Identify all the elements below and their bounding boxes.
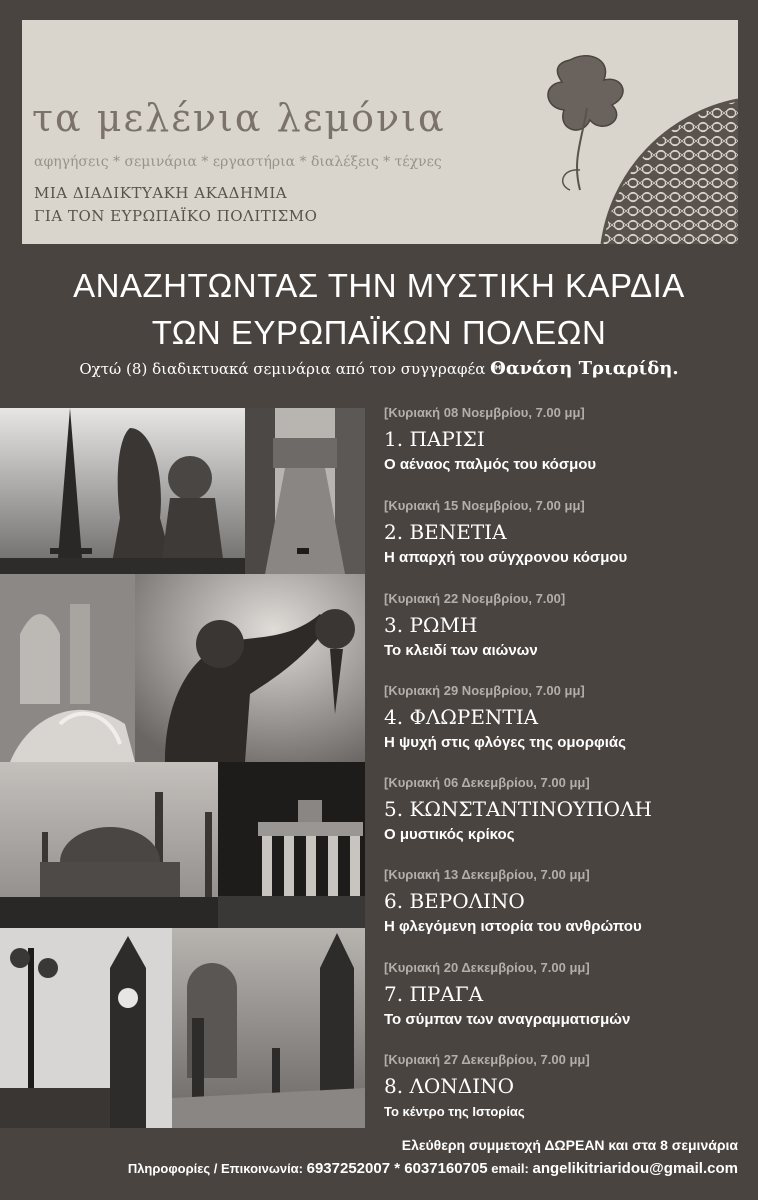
- academy-line-1: ΜΙΑ ΔΙΑΔΙΚΤΥΑΚΗ ΑΚΑΔΗΜΙΑ: [34, 184, 288, 202]
- seminar-city: 4. ΦΛΩΡΕΝΤΙΑ: [384, 705, 539, 729]
- seminar-city: 5. ΚΩΝΣΤΑΝΤΙΝΟΥΠΟΛΗ: [384, 797, 652, 821]
- academy-line-2: ΓΙΑ ΤΟΝ ΕΥΡΩΠΑΪΚΟ ΠΟΛΙΤΙΣΜΟ: [34, 207, 318, 225]
- email-label: email:: [491, 1161, 529, 1176]
- phone-numbers: 6937252007 * 6037160705: [306, 1160, 488, 1177]
- photo-venice-bridge: [245, 408, 365, 574]
- seminar-city: 1. ΠΑΡΙΣΙ: [384, 427, 485, 451]
- seminar-city: 6. ΒΕΡΟΛΙΝΟ: [384, 889, 525, 913]
- lemon-ornament-logo: [542, 50, 738, 244]
- seminar-topic: Το κέντρο της Ιστορίας: [384, 1104, 525, 1119]
- subtitle: [0, 358, 758, 379]
- seminar-item: [384, 960, 754, 1030]
- brand-tagline: αφηγήσεις * σεμινάρια * εργαστήρια * διαλέξεις * τέχνες: [34, 154, 442, 170]
- seminar-item: [384, 1052, 754, 1122]
- academy-description: [34, 182, 317, 228]
- main-title: [0, 262, 758, 356]
- seminar-topic: Η ψυχή στις φλόγες της ομορφιάς: [384, 734, 626, 751]
- seminar-topic: Ο μυστικός κρίκος: [384, 826, 515, 843]
- main-title-line-1: ΑΝΑΖΗΤΩΝΤΑΣ ΤΗΝ ΜΥΣΤΙΚΗ ΚΑΡΔΙΑ: [73, 267, 685, 304]
- seminar-city: 7. ΠΡΑΓΑ: [384, 982, 484, 1006]
- photo-paris-eiffel: [0, 408, 245, 574]
- seminar-date: [Κυριακή 15 Νοεμβρίου, 7.00 μμ]: [384, 498, 585, 513]
- seminar-topic: Η απαρχή του σύγχρονου κόσμου: [384, 549, 628, 566]
- seminar-item: [384, 498, 754, 568]
- header-banner: [22, 20, 738, 244]
- brand-title: τα μελένια λεμόνια: [32, 96, 446, 140]
- seminar-topic: Η φλεγόμενη ιστορία του ανθρώπου: [384, 918, 642, 935]
- contact-info: [128, 1160, 738, 1177]
- seminar-date: [Κυριακή 13 Δεκεμβρίου, 7.00 μμ]: [384, 867, 590, 882]
- photo-london-big-ben: [0, 928, 172, 1128]
- seminar-topic: Το σύμπαν των αναγραμματισμών: [384, 1011, 631, 1028]
- author-name: Θανάση Τριαρίδη.: [490, 358, 679, 379]
- seminar-city: 8. ΛΟΝΔΙΝΟ: [384, 1074, 515, 1098]
- info-label: Πληροφορίες / Επικοινωνία:: [127, 1161, 303, 1176]
- seminar-item: [384, 683, 754, 753]
- main-title-line-2: ΤΩΝ ΕΥΡΩΠΑΪΚΩΝ ΠΟΛΕΩΝ: [151, 314, 607, 351]
- seminar-city: 2. ΒΕΝΕΤΙΑ: [384, 520, 507, 544]
- seminar-topic: Το κλειδί των αιώνων: [384, 642, 538, 659]
- seminar-item: [384, 591, 754, 661]
- seminar-topic: Ο αέναος παλμός του κόσμου: [384, 456, 597, 473]
- seminar-date: [Κυριακή 22 Νοεμβρίου, 7.00]: [384, 591, 566, 606]
- seminar-item: [384, 867, 754, 937]
- photo-prague-charles-bridge: [172, 928, 365, 1128]
- seminar-item: [384, 405, 754, 475]
- photo-berlin-brandenburg-gate: [218, 762, 365, 928]
- seminar-date: [Κυριακή 29 Νοεμβρίου, 7.00 μμ]: [384, 683, 585, 698]
- photo-florence-perseus: [135, 574, 365, 762]
- seminar-city: 3. ΡΩΜΗ: [384, 613, 478, 637]
- subtitle-text: Οχτώ (8) διαδικτυακά σεμινάρια από τον συγγραφέα: [79, 360, 486, 378]
- seminar-item: [384, 775, 754, 845]
- seminar-date: [Κυριακή 08 Νοεμβρίου, 7.00 μμ]: [384, 405, 585, 420]
- free-entry-note: Ελεύθερη συμμετοχή ΔΩΡΕΑΝ και στα 8 σεμινάρια: [401, 1137, 738, 1153]
- seminar-date: [Κυριακή 27 Δεκεμβρίου, 7.00 μμ]: [384, 1052, 590, 1067]
- photo-rome-fountain: [0, 574, 135, 762]
- seminar-date: [Κυριακή 20 Δεκεμβρίου, 7.00 μμ]: [384, 960, 590, 975]
- photo-istanbul-hagia-sophia: [0, 762, 218, 928]
- seminar-date: [Κυριακή 06 Δεκεμβρίου, 7.00 μμ]: [384, 775, 590, 790]
- email-address[interactable]: angelikitriaridou@gmail.com: [532, 1160, 738, 1177]
